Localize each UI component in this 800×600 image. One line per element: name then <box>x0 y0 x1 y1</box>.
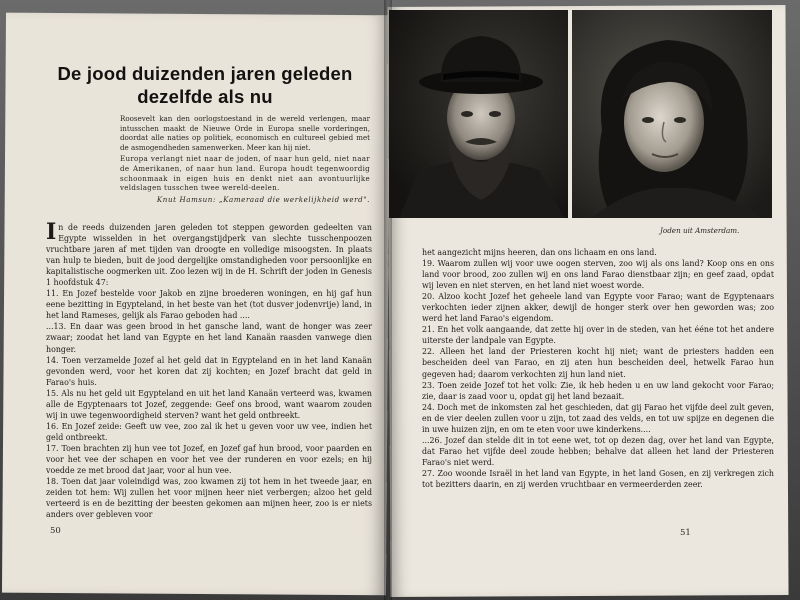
right-paragraph: 19. Waarom zullen wij voor uwe oogen sterven, zoo wij als ons land? Koop ons en ons land voor brood, zoo zullen wij en ons land Farao dienstbaar zijn; en geef zaad, opdat wij leven en niet sterven, en het land niet woest worde. <box>422 259 774 291</box>
epigraph-paragraph-1: Roosevelt kan den oorlogstoestand in de wereld verlengen, maar intusschen maakt de Nieuwe Orde in Europa snelle vorderingen, doordat alle naties op politiek, economisch en cultureel gebied met de asmogendheden samenwerken. Meer kan hij niet. <box>120 114 370 152</box>
headline-line-2: dezelfde als nu <box>137 86 273 107</box>
left-paragraph: 11. En Jozef bestelde voor Jakob en zijne broederen woningen, en hij gaf hun eene bezitting in Egypteland, in het beste van het (tot dusver jodenvrije) land, in het land Rameses, gelijk als Farao geboden had .... <box>46 289 372 321</box>
left-paragraph: 14. Toen verzamelde Jozef al het geld dat in Egypteland en in het land Kanaän gevonden werd, voor het koren dat zij kochten; en Jozef bracht dat geld in Farao's huis. <box>46 355 372 387</box>
drop-cap: I <box>46 219 57 245</box>
headline-line-1: De jood duizenden jaren geleden <box>57 63 353 84</box>
left-paragraph: n de reeds duizenden jaren geleden tot steppen geworden gedeelten van Egypte wisselden in het overgangstijdperk van slechte tusschenpoozen vruchtbare jaren af met tijden van droogte en volledige misoogsten. In plaats van hulp te bieden, buit de jood dergelijke omstandigheden voor persoonlijke en kapitalistische oogmerken uit. Zoo lezen wij in de H. Schrift der joden in Genesis 1 hoofdstuk 47: <box>46 223 372 288</box>
right-paragraph: 21. En het volk aangaande, dat zette hij over in de steden, van het ééne tot het andere uiterste der landpale van Egypte. <box>422 325 774 346</box>
headline <box>40 62 370 108</box>
photo-woman-portrait <box>572 10 772 218</box>
man-portrait-illustration <box>389 10 568 218</box>
right-body-text <box>422 247 774 490</box>
left-body-text <box>46 219 372 520</box>
epigraph-paragraph-2: Europa verlangt niet naar de joden, of naar hun geld, niet naar de Amerikanen, of naar hun land. Europa houdt tegenwoordig schoonmaak in eigen huis en denkt niet aan avontuurlijke veldslagen tusschen twee wereld-deelen. <box>120 154 370 193</box>
left-paragraph: 16. En Jozef zeide: Geeft uw vee, zoo zal ik het u geven voor uw vee, indien het geld ontbreekt. <box>46 421 372 442</box>
page-number-left: 50 <box>50 526 61 536</box>
left-paragraph: 18. Toen dat jaar voleindigd was, zoo kwamen zij tot hem in het tweede jaar, en zeiden tot hem: Wij zullen het voor mijnen heer niet verbergen; alzoo het geld verteerd is en de bezitting der beesten gekomen aan mijnen heer, zoo is er niets anders over gebleven voor <box>46 477 372 520</box>
right-paragraph: 23. Toen zeide Jozef tot het volk: Zie, ik heb heden u en uw land gekocht voor Farao; zie, daar is zaad voor u, opdat gij het land bezaait. <box>422 380 774 401</box>
left-paragraph: 15. Als nu het geld uit Egypteland en uit het land Kanaän verteerd was, kwamen alle de Egyptenaars tot Jozef, zeggende: Geef ons brood, want waarom zouden wij in uwe tegenwoordigheid sterven? want het geld ontbreekt. <box>46 388 372 420</box>
epigraph <box>120 114 370 206</box>
left-paragraph: 17. Toen brachten zij hun vee tot Jozef, en Jozef gaf hun brood, voor paarden en voor het vee der schapen en voor het vee der runderen en voor ezels; en hij voedde ze met brood dat jaar, voor al hun vee. <box>46 443 372 476</box>
right-paragraph: 24. Doch met de inkomsten zal het geschieden, dat gij Farao het vijfde deel zult geven, en de vier deelen zullen voor u zijn, tot zaad des velds, en tot uw spijze en degenen die in uwe huizen zijn, en om te eten voor uwe kinderkens.... <box>422 402 774 434</box>
right-paragraph: 22. Alleen het land der Priesteren kocht hij niet; want de priesters hadden een bescheiden deel van Farao, en zij aten hun bescheiden deel, hetwelk Farao hun gegeven had; daarom verkochten zij hun land niet. <box>422 347 774 379</box>
right-paragraph: ...26. Jozef dan stelde dit in tot eene wet, tot op dezen dag, over het land van Egypte, dat Farao het vijfde deel zoude hebben; behalve dat alleen het land der Priesteren Farao's niet werd. <box>422 435 774 467</box>
right-paragraph: 27. Zoo woonde Israël in het land van Egypte, in het land Gosen, en zij verkregen zich tot bezitters daarin, en zij werden vruchtbaar en vermeerderden zeer. <box>422 468 774 489</box>
epigraph-citation: Knut Hamsun: „Kameraad die werkelijkheid werd". <box>156 194 370 204</box>
right-paragraph: 20. Alzoo kocht Jozef het geheele land van Egypte voor Farao; want de Egyptenaars verkochten ieder zijnen akker, dewijl de honger sterk over hen geworden was; zoo werd het land Farao's eigendom. <box>422 292 774 324</box>
right-paragraph: het aangezicht mijns heeren, dan ons lichaam en ons land. <box>422 248 657 257</box>
photo-man-portrait <box>389 10 568 218</box>
left-paragraph: ...13. En daar was geen brood in het gansche land, want de honger was zeer zwaar; zoodat het land van Egypte en het land Kanaän raasden vanwege dien honger. <box>46 322 372 354</box>
page-number-right: 51 <box>680 528 691 538</box>
photo-caption: Joden uit Amsterdam. <box>660 226 740 235</box>
woman-portrait-illustration <box>572 10 772 218</box>
